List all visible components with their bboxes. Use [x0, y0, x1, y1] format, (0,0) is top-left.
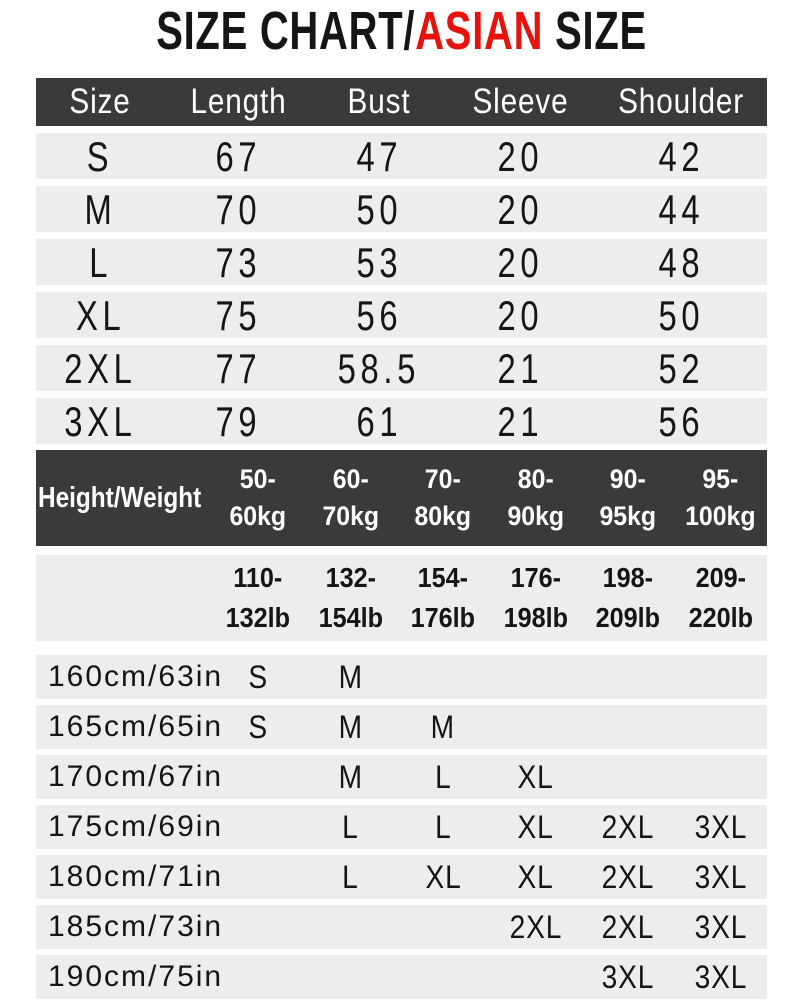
weight-range-line: 60kg: [229, 501, 287, 531]
size-name-cell: [36, 239, 165, 287]
measurement-cell: [165, 133, 313, 181]
cell-value: 48: [658, 239, 704, 286]
fit-size-cell: [675, 705, 768, 749]
cell-value: 50: [658, 292, 704, 339]
size-table-row: [36, 292, 767, 338]
fit-size-value: 3XL: [601, 958, 655, 995]
weight-kg-cell: [397, 450, 490, 546]
cell-value: 77: [215, 345, 262, 392]
fit-size-value: 2XL: [601, 808, 655, 845]
size-table-row: [36, 186, 767, 232]
measurement-cell: [445, 398, 595, 446]
fit-size-cell: [490, 755, 583, 799]
weight-range-line: 110-: [233, 562, 283, 593]
weight-range-line: 198lb: [503, 602, 568, 633]
weight-kg-cell: [212, 450, 305, 546]
size-header-label: Shoulder: [618, 82, 745, 121]
weight-kg-range: [415, 461, 472, 535]
fit-size-cell: [675, 955, 768, 999]
weight-range-line: 70kg: [322, 501, 380, 531]
weight-kg-cell: [305, 450, 398, 546]
fit-size-cell: [305, 805, 398, 849]
cell-value: 61: [356, 398, 403, 445]
fit-size-value: 2XL: [509, 908, 563, 945]
cell-value: 52: [658, 345, 704, 392]
height-weight-header-bar: [36, 450, 767, 546]
size-header-label: Size: [69, 82, 131, 121]
measurement-cell: [595, 186, 767, 234]
cell-value: 44: [658, 186, 704, 233]
fit-row: [36, 955, 767, 999]
weight-lb-cell: [675, 555, 768, 641]
fit-size-cell: [675, 905, 768, 949]
fit-size-value: XL: [425, 858, 462, 895]
weight-range-line: 90-: [610, 464, 647, 494]
size-header-label: Length: [190, 82, 287, 121]
weight-kg-range: [322, 461, 379, 535]
size-name-cell: [36, 133, 165, 181]
weight-lb-range: [411, 558, 475, 638]
size-table-row: [36, 239, 767, 285]
height-label: 160cm/63in: [48, 660, 224, 693]
title-part-size: SIZE: [543, 1, 647, 61]
weight-lb-cell: [397, 555, 490, 641]
fit-size-value: 3XL: [694, 858, 748, 895]
fit-size-cell: [212, 805, 305, 849]
measurement-cell: [445, 239, 595, 287]
weight-range-line: 95-: [702, 464, 739, 494]
measurement-cell: [313, 133, 445, 181]
size-table-row: [36, 345, 767, 391]
height-label-cell: [36, 705, 224, 749]
height-label: 180cm/71in: [48, 860, 224, 893]
height-label: 185cm/73in: [48, 910, 224, 943]
height-weight-label-cell: [36, 450, 212, 546]
weight-kg-range: [600, 461, 657, 535]
measurement-cell: [595, 398, 767, 446]
fit-size-cell: [397, 755, 490, 799]
measurement-cell: [313, 239, 445, 287]
cell-value: 20: [497, 292, 544, 339]
cell-value: 56: [356, 292, 403, 339]
fit-row: [36, 655, 767, 699]
fit-size-cell: [490, 955, 583, 999]
fit-row: [36, 905, 767, 949]
fit-size-cell: [305, 955, 398, 999]
fit-size-cell: [305, 905, 398, 949]
fit-size-value: XL: [517, 858, 554, 895]
fit-size-cell: [397, 855, 490, 899]
fit-size-value: S: [248, 658, 269, 695]
fit-size-cell: [397, 905, 490, 949]
fit-row: [36, 805, 767, 849]
weight-range-line: 100kg: [685, 501, 756, 531]
measurement-cell: [165, 186, 313, 234]
weight-range-line: 176-: [510, 562, 561, 593]
height-label-cell: [36, 905, 224, 949]
measurement-cell: [165, 345, 313, 393]
fit-size-cell: [490, 655, 583, 699]
cell-value: 58.5: [337, 345, 421, 392]
fit-size-value: 3XL: [694, 958, 748, 995]
fit-size-cell: [212, 755, 305, 799]
weight-lb-range: [596, 558, 660, 638]
weight-lb-row: [36, 555, 767, 641]
cell-value: 20: [497, 133, 544, 180]
measurement-cell: [595, 345, 767, 393]
fit-size-value: L: [342, 858, 360, 895]
cell-value: 20: [497, 186, 544, 233]
fit-size-cell: [212, 905, 305, 949]
fit-size-cell: [397, 655, 490, 699]
height-label-cell: [36, 955, 224, 999]
weight-range-line: 70-: [425, 464, 462, 494]
weight-range-line: 80kg: [414, 501, 472, 531]
fit-row: [36, 755, 767, 799]
fit-size-value: 3XL: [694, 808, 748, 845]
fit-size-value: M: [338, 658, 363, 695]
cell-value: 2XL: [64, 345, 137, 392]
weight-lb-cell: [582, 555, 675, 641]
size-table-body: [36, 133, 767, 444]
fit-size-value: L: [434, 758, 452, 795]
fit-size-cell: [490, 705, 583, 749]
cell-value: 79: [215, 398, 262, 445]
fit-size-value: L: [342, 808, 360, 845]
fit-size-value: 3XL: [694, 908, 748, 945]
title-part-size-chart: SIZE CHART/: [156, 1, 416, 61]
weight-lb-range: [319, 558, 383, 638]
height-label: 175cm/69in: [48, 810, 224, 843]
fit-size-cell: [675, 755, 768, 799]
fit-size-cell: [582, 905, 675, 949]
weight-range-line: 209lb: [596, 602, 661, 633]
height-label-cell: [36, 755, 224, 799]
weight-range-line: 60-: [332, 464, 369, 494]
fit-size-cell: [212, 655, 305, 699]
fit-table-body: [36, 655, 767, 999]
fit-size-cell: [212, 705, 305, 749]
fit-size-cell: [305, 755, 398, 799]
fit-size-value: M: [431, 708, 456, 745]
cell-value: L: [88, 239, 112, 286]
weight-lb-cell: [212, 555, 305, 641]
measurement-cell: [445, 292, 595, 340]
fit-size-value: 2XL: [601, 858, 655, 895]
fit-size-value: XL: [517, 758, 554, 795]
fit-size-cell: [397, 955, 490, 999]
cell-value: XL: [75, 292, 126, 339]
measurement-cell: [313, 345, 445, 393]
size-header-cell: [445, 78, 595, 126]
cell-value: 47: [356, 133, 403, 180]
fit-row: [36, 855, 767, 899]
weight-kg-range: [686, 461, 756, 535]
fit-size-cell: [397, 705, 490, 749]
fit-size-cell: [582, 855, 675, 899]
fit-size-value: S: [248, 708, 269, 745]
fit-size-value: M: [338, 708, 363, 745]
height-weight-label: Height/Weight: [38, 481, 202, 514]
height-label: 170cm/67in: [48, 760, 224, 793]
size-table-header: [36, 78, 767, 126]
fit-size-cell: [397, 805, 490, 849]
cell-value: M: [84, 186, 117, 233]
weight-range-line: 132-: [325, 562, 376, 593]
size-name-cell: [36, 292, 165, 340]
height-label-cell: [36, 655, 224, 699]
fit-size-cell: [582, 705, 675, 749]
fit-size-cell: [582, 755, 675, 799]
cell-value: 20: [497, 239, 544, 286]
weight-kg-cell: [582, 450, 675, 546]
measurement-cell: [165, 292, 313, 340]
fit-size-cell: [490, 805, 583, 849]
cell-value: 53: [356, 239, 403, 286]
fit-size-value: L: [434, 808, 452, 845]
fit-size-cell: [675, 655, 768, 699]
weight-lb-range: [504, 558, 568, 638]
fit-size-cell: [675, 855, 768, 899]
weight-range-line: 198-: [603, 562, 654, 593]
measurement-cell: [595, 133, 767, 181]
weight-range-line: 154-: [418, 562, 469, 593]
height-label-cell: [36, 805, 224, 849]
weight-kg-range: [507, 461, 564, 535]
page-title-text: [156, 2, 647, 60]
cell-value: 3XL: [64, 398, 137, 445]
weight-range-line: 220lb: [688, 602, 753, 633]
measurement-cell: [313, 292, 445, 340]
cell-value: 21: [497, 398, 544, 445]
fit-size-cell: [305, 655, 398, 699]
fit-size-cell: [305, 855, 398, 899]
weight-lb-range: [689, 558, 753, 638]
fit-size-cell: [582, 805, 675, 849]
cell-value: 50: [356, 186, 403, 233]
size-name-cell: [36, 186, 165, 234]
fit-size-cell: [212, 955, 305, 999]
cell-value: 56: [658, 398, 704, 445]
measurement-cell: [445, 133, 595, 181]
weight-lb-range: [226, 558, 290, 638]
fit-size-cell: [490, 855, 583, 899]
fit-size-cell: [305, 705, 398, 749]
fit-size-value: 2XL: [601, 908, 655, 945]
size-header-cell: [595, 78, 767, 126]
weight-range-line: 154lb: [318, 602, 383, 633]
size-header-cell: [165, 78, 313, 126]
fit-size-value: M: [338, 758, 363, 795]
height-label: 165cm/65in: [48, 710, 224, 743]
size-header-label: Sleeve: [472, 82, 569, 121]
weight-range-line: 132lb: [226, 602, 291, 633]
fit-size-value: XL: [517, 808, 554, 845]
page-title: [36, 0, 767, 78]
height-label-cell: [36, 855, 224, 899]
fit-size-cell: [582, 655, 675, 699]
fit-size-cell: [582, 955, 675, 999]
cell-value: 67: [215, 133, 262, 180]
cell-value: 42: [658, 133, 704, 180]
measurement-cell: [595, 239, 767, 287]
measurement-cell: [445, 345, 595, 393]
weight-range-line: 209-: [695, 562, 746, 593]
size-chart-sheet: [36, 0, 767, 999]
weight-range-line: 95kg: [599, 501, 657, 531]
fit-size-cell: [212, 855, 305, 899]
measurement-cell: [165, 398, 313, 446]
measurement-cell: [313, 186, 445, 234]
weight-range-line: 80-: [517, 464, 554, 494]
weight-lb-cell: [305, 555, 398, 641]
size-header-cell: [313, 78, 445, 126]
cell-value: 70: [215, 186, 262, 233]
weight-kg-cell: [675, 450, 768, 546]
fit-size-cell: [490, 905, 583, 949]
weight-lb-cell: [490, 555, 583, 641]
size-name-cell: [36, 398, 165, 446]
fit-row: [36, 705, 767, 749]
cell-value: 75: [215, 292, 262, 339]
fit-size-cell: [675, 805, 768, 849]
height-label: 190cm/75in: [48, 960, 224, 993]
weight-kg-range: [230, 461, 287, 535]
cell-value: 73: [215, 239, 262, 286]
size-header-cell: [36, 78, 165, 126]
measurement-cell: [165, 239, 313, 287]
weight-lb-empty-cell: [36, 555, 212, 641]
weight-range-line: 176lb: [411, 602, 476, 633]
title-part-asian: ASIAN: [415, 1, 544, 61]
size-table-row: [36, 133, 767, 179]
size-header-label: Bust: [347, 82, 411, 121]
size-table-row: [36, 398, 767, 444]
cell-value: S: [87, 133, 114, 180]
cell-value: 21: [497, 345, 544, 392]
measurement-cell: [595, 292, 767, 340]
measurement-cell: [445, 186, 595, 234]
weight-range-line: 90kg: [507, 501, 565, 531]
weight-range-line: 50-: [240, 464, 277, 494]
measurement-cell: [313, 398, 445, 446]
size-name-cell: [36, 345, 165, 393]
weight-kg-cell: [490, 450, 583, 546]
